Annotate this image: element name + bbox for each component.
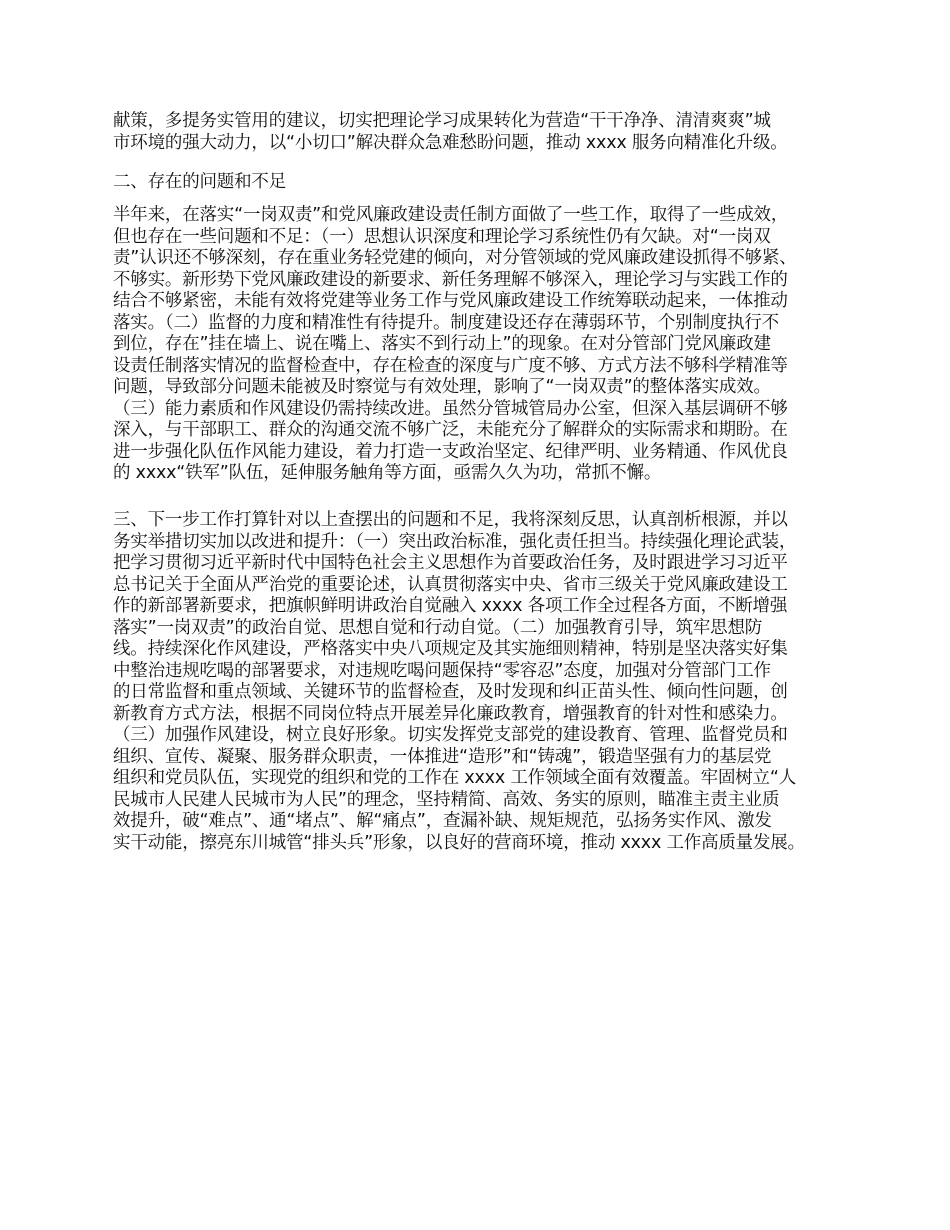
text-line: 三、下一步工作打算针对以上查摆出的问题和不足，我将深刻反思，认真剖析根源，并以 — [113, 510, 788, 530]
text-line: 落实。（二）监督的力度和精准性有待提升。制度建设还存在薄弱环节，个别制度执行不 — [113, 312, 779, 333]
text-line: 线。持续深化作风建设，严格落实中央八项规定及其实施细则精神，特别是坚决落实好集 — [113, 639, 788, 659]
section-heading-problems — [113, 172, 873, 194]
text-line: 组织、宣传、凝聚、服务群众职责，一体推进“造形”和“铸魂”，锻造坚强有力的基层党 — [113, 746, 772, 767]
text-line: 落实”一岗双责”的政治自觉、思想自觉和行动自觉。（二）加强教育引导，筑牢思想防 — [113, 617, 763, 638]
text-line: （三）加强作风建设，树立良好形象。切实发挥党支部党的建设教育、管理、监督党员和 — [113, 725, 788, 745]
text-line: 到位，存在”挂在墙上、说在嘴上、落实不到行动上”的现象。在对分管部门党风廉政建 — [113, 334, 771, 354]
text-line: 结合不够紧密，未能有效将党建等业务工作与党风廉政建设工作统筹联动起来，一体推动 — [113, 291, 788, 311]
paragraph-3 — [113, 510, 873, 854]
text-line: 效提升，破“难点”、通“堵点”、解“痛点”，查漏补缺、规矩规范，弘扬务实作风、激发 — [113, 811, 772, 831]
text-line: 设责任制落实情况的监督检查中，存在检查的深度与广度不够、方式方法不够科学精准等 — [113, 355, 788, 376]
text-line: 但也存在一些问题和不足：（一）思想认识深度和理论学习系统性仍有欠缺。对“一岗双 — [113, 226, 771, 247]
text-line: 组织和党员队伍，实现党的组织和党的工作在 xxxx 工作领域全面有效覆盖。牢固树立“人 — [113, 768, 797, 788]
text-line: 新教育方式方法，根据不同岗位特点开展差异化廉政教育，增强教育的针对性和感染力。 — [113, 703, 788, 724]
text-line: 总书记关于全面从严治党的重要论述，认真贯彻落实中央、省市三级关于党风廉政建设工 — [113, 574, 788, 595]
text-line: 半年来，在落实“一岗双责”和党风廉政建设责任制方面做了一些工作，取得了一些成效， — [113, 205, 789, 225]
text-line: 实干动能，擦亮东川城管“排头兵”形象，以良好的营商环境，推动 xxxx 工作高质量发展。 — [113, 832, 805, 853]
text-line: 问题，导致部分问题未能被及时察觉与有效处理，影响了“一岗双责”的整体落实成效。 — [113, 377, 771, 397]
paragraph-2 — [113, 205, 873, 485]
text-line: 献策，多提务实管用的建议，切实把理论学习成果转化为营造“干干净净、清清爽爽”城 — [113, 111, 771, 131]
paragraph-1 — [113, 111, 873, 154]
text-line: 深入，与干部职工、群众的沟通交流不够广泛，未能充分了解群众的实际需求和期盼。在 — [113, 420, 788, 440]
text-line: 作的新部署新要求，把旗帜鲜明讲政治自觉融入 xxxx 各项工作全过程各方面，不断增强 — [113, 596, 788, 616]
text-line: 把学习贯彻习近平新时代中国特色社会主义思想作为首要政治任务，及时跟进学习习近平 — [113, 553, 788, 573]
text-line: 不够实。新形势下党风廉政建设的新要求、新任务理解不够深入，理论学习与实践工作的 — [113, 269, 788, 290]
text-line: （三）能力素质和作风建设仍需持续改进。虽然分管城管局办公室，但深入基层调研不够 — [113, 398, 788, 419]
text-line: 民城市人民建人民城市为人民”的理念，坚持精简、高效、务实的原则，瞄准主责主业质 — [113, 789, 780, 810]
text-line: 中整治违规吃喝的部署要求，对违规吃喝问题保持“零容忍”态度，加强对分管部门工作 — [113, 660, 771, 681]
text-line: 进一步强化队伍作风能力建设，着力打造一支政治坚定、纪律严明、业务精通、作风优良 — [113, 441, 788, 462]
heading-text: 二、存在的问题和不足 — [113, 172, 286, 192]
text-line: 的日常监督和重点领域、关键环节的监督检查，及时发现和纠正苗头性、倾向性问题，创 — [113, 682, 788, 702]
text-line: 市环境的强大动力，以“小切口”解决群众急难愁盼问题，推动 xxxx 服务向精准化升级。 — [113, 132, 788, 153]
text-line: 责”认识还不够深刻，存在重业务轻党建的倾向，对分管领域的党风廉政建设抓得不够紧、 — [113, 248, 797, 268]
text-line: 的 xxxx“铁军”队伍，延伸服务触角等方面，亟需久久为功，常抓不懈。 — [113, 463, 662, 483]
text-line: 务实举措切实加以改进和提升：（一）突出政治标准，强化责任担当。持续强化理论武装， — [113, 531, 797, 552]
